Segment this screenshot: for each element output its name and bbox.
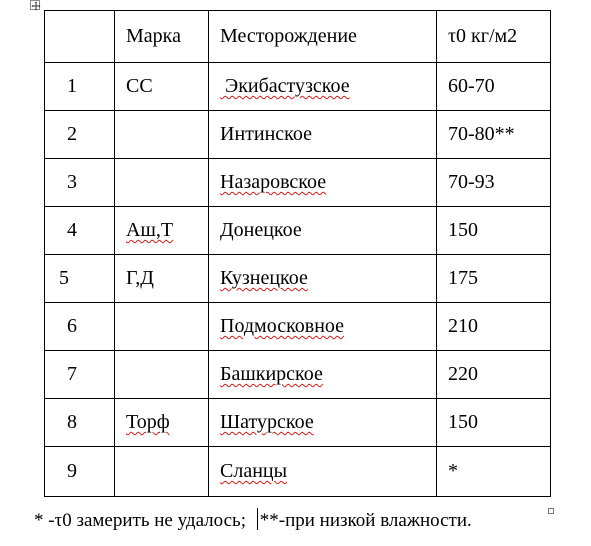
header-cell-mark[interactable]: Марка: [115, 11, 209, 63]
deposit-name: Подмосковное: [220, 315, 345, 337]
deposit-name: Донецкое: [220, 219, 302, 241]
value-cell[interactable]: 60-70: [437, 63, 551, 111]
table-row: [45, 399, 551, 447]
mark-cell[interactable]: [115, 207, 209, 255]
mark-cell[interactable]: [115, 351, 209, 399]
table-row: [45, 351, 551, 399]
row-number-cell[interactable]: 5: [45, 255, 115, 303]
table-header-row: [45, 11, 551, 63]
deposit-cell[interactable]: [209, 447, 437, 497]
table-footnote[interactable]: [34, 508, 472, 532]
header-cell-value[interactable]: τ0 кг/м2: [437, 11, 551, 63]
table-resize-handle-icon[interactable]: [548, 508, 554, 514]
mark-cell[interactable]: Г,Д: [115, 255, 209, 303]
row-number-cell[interactable]: 6: [45, 303, 115, 351]
mark-cell[interactable]: [115, 399, 209, 447]
text-cursor: [257, 508, 258, 530]
row-number-cell[interactable]: 4: [45, 207, 115, 255]
deposit-name: Сланцы: [220, 460, 288, 482]
deposit-cell[interactable]: [209, 255, 437, 303]
value-cell[interactable]: 70-93: [437, 159, 551, 207]
table-row: [45, 63, 551, 111]
footnote-part-2: **-при низкой влажности.: [259, 510, 472, 531]
table-move-handle-icon[interactable]: [30, 0, 40, 10]
mark-text: Аш,Т: [126, 219, 174, 241]
mark-cell[interactable]: СС: [115, 63, 209, 111]
deposit-table: [44, 10, 551, 497]
table-row: [45, 159, 551, 207]
deposit-name: Шатурское: [220, 411, 314, 433]
value-cell[interactable]: 175: [437, 255, 551, 303]
row-number-cell[interactable]: 9: [45, 447, 115, 497]
value-cell[interactable]: *: [437, 447, 551, 497]
value-cell[interactable]: 70-80**: [437, 111, 551, 159]
value-cell[interactable]: 220: [437, 351, 551, 399]
footnote-part-1: * -τ0 замерить не удалось;: [34, 510, 251, 531]
deposit-cell[interactable]: [209, 159, 437, 207]
deposit-cell[interactable]: [209, 303, 437, 351]
deposit-cell[interactable]: [209, 399, 437, 447]
mark-cell[interactable]: [115, 447, 209, 497]
table-row: [45, 255, 551, 303]
value-cell[interactable]: 210: [437, 303, 551, 351]
mark-cell[interactable]: [115, 159, 209, 207]
mark-cell[interactable]: [115, 111, 209, 159]
deposit-cell[interactable]: [209, 63, 437, 111]
table-row: [45, 207, 551, 255]
deposit-name: Интинское: [220, 123, 312, 145]
deposit-name: Кузнецкое: [220, 267, 308, 289]
deposit-name: Назаровское: [220, 171, 327, 193]
deposit-name: Башкирское: [220, 363, 323, 385]
deposit-cell[interactable]: [209, 111, 437, 159]
table-row: [45, 111, 551, 159]
deposit-cell[interactable]: [209, 207, 437, 255]
row-number-cell[interactable]: 1: [45, 63, 115, 111]
row-number-cell[interactable]: 7: [45, 351, 115, 399]
table-row: [45, 447, 551, 497]
row-number-cell[interactable]: 2: [45, 111, 115, 159]
header-cell-number[interactable]: [45, 11, 115, 63]
header-cell-deposit[interactable]: Месторождение: [209, 11, 437, 63]
mark-cell[interactable]: [115, 303, 209, 351]
value-cell[interactable]: 150: [437, 399, 551, 447]
mark-text: Торф: [126, 411, 170, 433]
row-number-cell[interactable]: 3: [45, 159, 115, 207]
row-number-cell[interactable]: 8: [45, 399, 115, 447]
value-cell[interactable]: 150: [437, 207, 551, 255]
deposit-name: Экибастузское: [220, 75, 350, 97]
table-row: [45, 303, 551, 351]
deposit-cell[interactable]: [209, 351, 437, 399]
